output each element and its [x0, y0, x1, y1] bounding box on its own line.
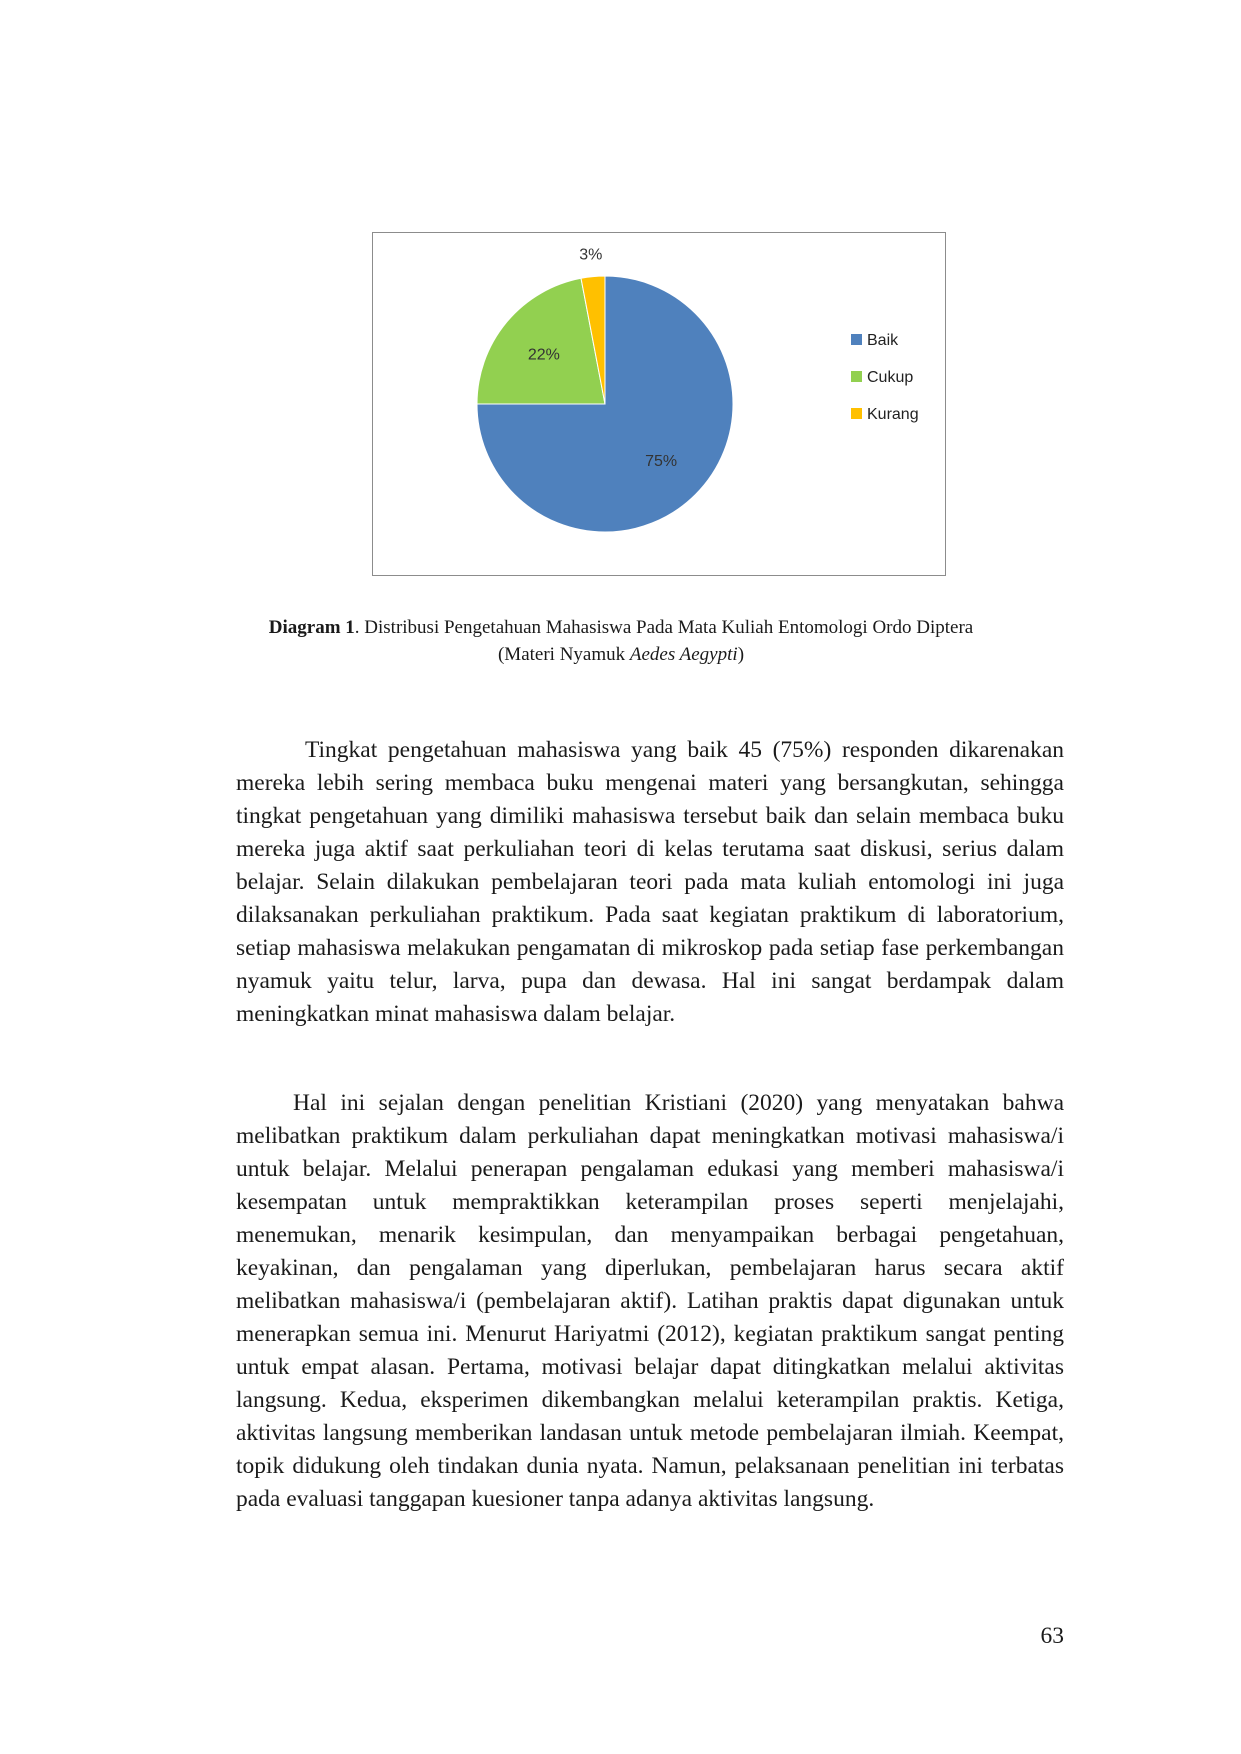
body-paragraph-1: Tingkat pengetahuan mahasiswa yang baik 45 (75%) responden dikarenakan mereka lebih sering membaca buku mengenai materi yang bersangkutan, sehingga tingkat pengetahuan yang dimiliki mahasiswa tersebut baik dan selain membaca buku mereka juga aktif saat perkuliahan teori di kelas terutama saat diskusi, serius dalam belajar. Selain dilakukan pembelajaran teori pada mata kuliah entomologi ini juga dilaksanakan perkuliahan praktikum. Pada saat kegiatan praktikum di laboratorium, setiap mahasiswa melakukan pengamatan di mikroskop pada setiap fase perkembangan nyamuk yaitu telur, larva, pupa dan dewasa. Hal ini sangat berdampak dalam meningkatkan minat mahasiswa dalam belajar. [236, 737, 1064, 1027]
legend-label-baik: Baik [867, 332, 899, 349]
legend-label-cukup: Cukup [867, 369, 914, 386]
figure-caption-species: Aedes Aegypti [629, 644, 738, 665]
pie-data-label-kurang: 3% [579, 246, 603, 264]
legend-label-kurang: Kurang [867, 406, 919, 423]
figure-caption-text: . Distribusi Pengetahuan Mahasiswa Pada Mata Kuliah Entomologi Ordo Diptera [354, 617, 974, 638]
figure-caption-label: Diagram 1 [268, 617, 355, 638]
legend-swatch-cukup [851, 371, 862, 382]
figure-caption-line1 [236, 614, 1006, 641]
legend-swatch-kurang [851, 408, 862, 419]
page-number: 63 [1040, 1623, 1064, 1649]
pie-data-label-cukup: 22% [527, 346, 560, 364]
body-paragraph-2: Hal ini sejalan dengan penelitian Kristiani (2020) yang menyatakan bahwa melibatkan praktikum dalam perkuliahan dapat meningkatkan motivasi mahasiswa/i untuk belajar. Melalui penerapan pengalaman edukasi yang memberi mahasiswa/i kesempatan untuk mempraktikkan keterampilan proses seperti menjelajahi, menemukan, menarik kesimpulan, dan menyampaikan berbagai pengetahuan, keyakinan, dan pengalaman yang diperlukan, pembelajaran harus secara aktif melibatkan mahasiswa/i (pembelajaran aktif). Latihan praktis dapat digunakan untuk menerapkan semua ini. Menurut Hariyatmi (2012), kegiatan praktikum sangat penting untuk empat alasan. Pertama, motivasi belajar dapat ditingkatkan melalui aktivitas langsung. Kedua, eksperimen dikembangkan melalui keterampilan praktis. Ketiga, aktivitas langsung memberikan landasan untuk metode pembelajaran ilmiah. Keempat, topik didukung oleh tindakan dunia nyata. Namun, pelaksanaan penelitian ini terbatas pada evaluasi tanggapan kuesioner tanpa adanya aktivitas langsung. [236, 1090, 1064, 1512]
pie-data-label-baik: 75% [645, 453, 678, 471]
figure-caption-line2 [236, 641, 1006, 668]
figure-caption-text-2: (Materi Nyamuk [497, 644, 630, 665]
legend-swatch-baik [851, 334, 862, 345]
pie-chart-svg [373, 233, 947, 577]
pie-chart [372, 232, 946, 576]
figure-caption-text-3: ) [737, 644, 745, 665]
